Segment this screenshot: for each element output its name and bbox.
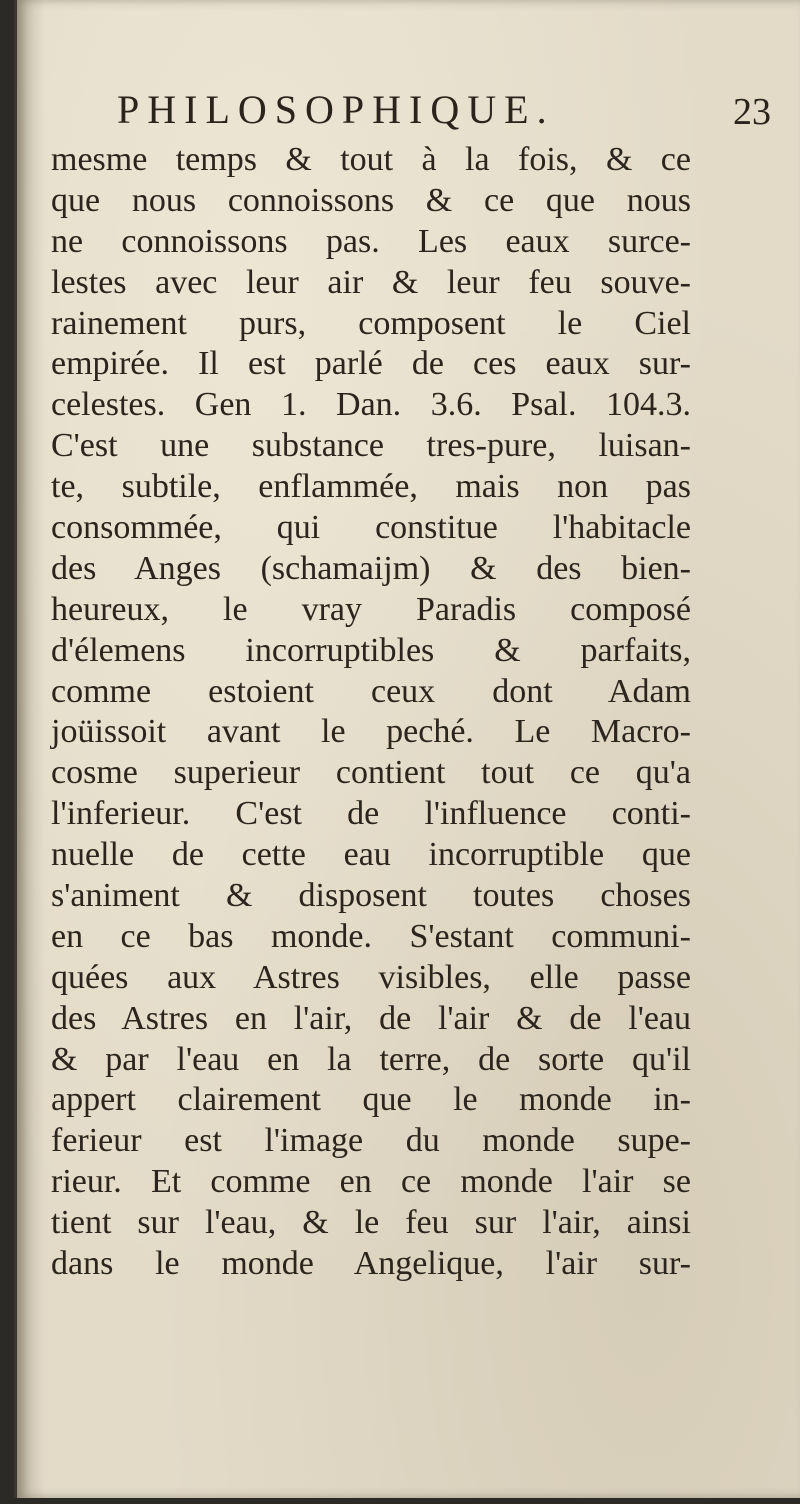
text-line: te, subtile, enflammée, mais non pas <box>51 468 691 506</box>
body-text <box>51 140 691 1285</box>
text-line: dans le monde Angelique, l'air sur- <box>51 1245 691 1283</box>
text-line: en ce bas monde. S'estant communi- <box>51 917 691 955</box>
text-line: comme estoient ceux dont Adam <box>51 672 691 710</box>
text-line: heureux, le vray Paradis composé <box>51 590 691 628</box>
text-line: quées aux Astres visibles, elle passe <box>51 958 691 996</box>
page-number: 23 <box>733 91 771 133</box>
text-line: C'est une substance tres-pure, luisan- <box>51 427 691 465</box>
text-line: cosme superieur contient tout ce qu'a <box>51 754 691 792</box>
text-line: joüissoit avant le peché. Le Macro- <box>51 713 691 751</box>
text-line: celestes. Gen 1. Dan. 3.6. Psal. 104.3. <box>51 386 691 424</box>
text-line: mesme temps & tout à la fois, & ce <box>51 141 691 178</box>
running-title: PHILOSOPHIQUE. <box>117 87 555 132</box>
text-line: que nous connoissons & ce que nous <box>51 181 691 219</box>
text-line: s'animent & disposent toutes choses <box>51 877 691 915</box>
book-page <box>14 0 800 1498</box>
text-line: tient sur l'eau, & le feu sur l'air, ainsi <box>51 1204 691 1242</box>
text-line: d'élemens incorruptibles & parfaits, <box>51 631 691 669</box>
text-line: des Anges (schamaijm) & des bien- <box>51 549 691 587</box>
text-line: empirée. Il est parlé de ces eaux sur- <box>51 345 691 383</box>
text-line: des Astres en l'air, de l'air & de l'eau <box>51 999 691 1037</box>
text-line: appert clairement que le monde in- <box>51 1081 691 1119</box>
gutter-shadow <box>17 0 45 1498</box>
text-line: lestes avec leur air & leur feu souve- <box>51 263 691 301</box>
text-line: & par l'eau en la terre, de sorte qu'il <box>51 1040 691 1078</box>
text-line: ferieur est l'image du monde supe- <box>51 1122 691 1160</box>
text-line: nuelle de cette eau incorruptible que <box>51 836 691 874</box>
text-line: rainement purs, composent le Ciel <box>51 304 691 342</box>
text-line: rieur. Et comme en ce monde l'air se <box>51 1163 691 1201</box>
text-line: consommée, qui constitue l'habitacle <box>51 509 691 547</box>
text-line: ne connoissons pas. Les eaux surce- <box>51 222 691 260</box>
text-line: l'inferieur. C'est de l'influence conti- <box>51 795 691 833</box>
